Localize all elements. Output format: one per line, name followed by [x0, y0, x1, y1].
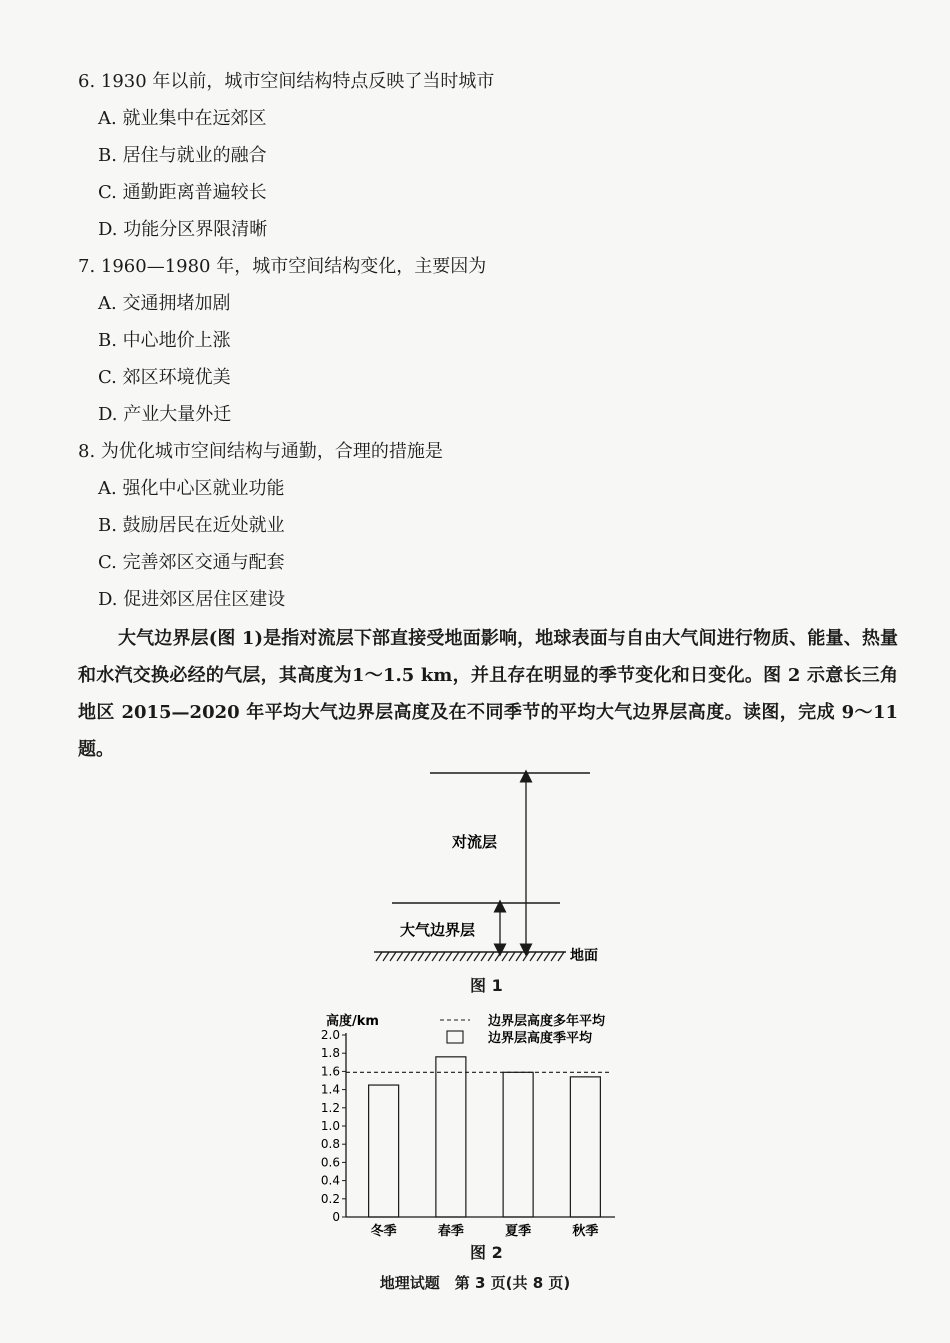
hatch-stroke — [544, 952, 550, 961]
question-8-option-d: D. 促进郊区居住区建设 — [98, 589, 286, 610]
bar-夏季 — [503, 1072, 533, 1217]
hatch-stroke — [425, 952, 431, 961]
hatch-stroke — [432, 952, 438, 961]
figure-2-bar-chart — [310, 1005, 650, 1240]
x-tick-label: 夏季 — [505, 1224, 532, 1239]
bar-春季 — [436, 1057, 466, 1217]
hatch-stroke — [376, 952, 382, 961]
legend-seasonal-swatch — [447, 1031, 463, 1043]
hatch-stroke — [481, 952, 487, 961]
question-7-stem: 7. 1960—1980 年，城市空间结构变化，主要因为 — [78, 256, 487, 277]
y-tick-label: 0 — [332, 1210, 340, 1224]
hatch-stroke — [453, 952, 459, 961]
y-tick-label: 2.0 — [320, 1028, 340, 1042]
y-axis-ticks — [321, 1028, 346, 1224]
x-axis-labels — [371, 1223, 599, 1239]
page-footer: 地理试题 第 3 页(共 8 页) — [379, 1274, 571, 1292]
hatch-stroke — [530, 952, 536, 961]
hatch-stroke — [558, 952, 564, 961]
bar-series — [369, 1057, 601, 1217]
y-tick-label: 1.8 — [320, 1046, 340, 1061]
question-6-option-d: D. 功能分区界限清晰 — [98, 219, 268, 240]
question-7-option-c: C. 郊区环境优美 — [98, 367, 231, 388]
y-axis-title: 高度/km — [326, 1014, 379, 1029]
question-8-option-a: A. 强化中心区就业功能 — [98, 478, 285, 499]
legend — [440, 1013, 606, 1046]
y-tick-label: 0.6 — [320, 1155, 340, 1170]
hatch-stroke — [516, 952, 522, 961]
y-tick-label: 1.0 — [320, 1119, 340, 1133]
troposphere-label: 对流层 — [452, 833, 498, 851]
hatch-stroke — [474, 952, 480, 961]
hatch-stroke — [439, 952, 445, 961]
figure-1-diagram — [360, 760, 620, 975]
hatch-stroke — [446, 952, 452, 961]
y-tick-label: 0.4 — [320, 1173, 340, 1188]
question-8-stem: 8. 为优化城市空间结构与通勤，合理的措施是 — [78, 441, 443, 462]
hatch-stroke — [537, 952, 543, 961]
hatch-stroke — [411, 952, 417, 961]
y-tick-label: 0.8 — [320, 1137, 340, 1152]
legend-seasonal-label: 边界层高度季平均 — [488, 1031, 593, 1046]
hatch-stroke — [509, 952, 515, 961]
hatch-stroke — [404, 952, 410, 961]
y-tick-label: 1.2 — [320, 1100, 340, 1115]
ground-hatching — [376, 952, 564, 961]
question-7-option-a: A. 交通拥堵加剧 — [98, 293, 231, 314]
question-6-stem: 6. 1930 年以前，城市空间结构特点反映了当时城市 — [78, 71, 495, 92]
hatch-stroke — [418, 952, 424, 961]
hatch-stroke — [383, 952, 389, 961]
question-6-option-b: B. 居住与就业的融合 — [98, 145, 267, 166]
figure-1-caption: 图 1 — [470, 976, 503, 995]
boundary-layer-label: 大气边界层 — [400, 921, 476, 939]
reading-passage: 大气边界层(图 1)是指对流层下部直接受地面影响，地球表面与自由大气间进行物质、能量、热量和水汽交换必经的气层，其高度为1～1.5 km，并且存在明显的季节变化和日变化。图 2 示意长三角地区 2015—2020 年平均大气边界层高度及在不同季节的平均大气边界层高度。读图，完成 9～11 题。 — [78, 628, 898, 760]
x-tick-label: 秋季 — [572, 1224, 599, 1239]
hatch-stroke — [551, 952, 557, 961]
question-8-option-b: B. 鼓励居民在近处就业 — [98, 515, 285, 536]
question-7-option-b: B. 中心地价上涨 — [98, 330, 231, 351]
legend-average-label: 边界层高度多年平均 — [488, 1014, 606, 1029]
question-6-option-a: A. 就业集中在远郊区 — [98, 108, 267, 129]
y-tick-label: 1.4 — [320, 1082, 340, 1097]
hatch-stroke — [495, 952, 501, 961]
bar-冬季 — [369, 1085, 399, 1217]
question-7-option-d: D. 产业大量外迁 — [98, 404, 232, 425]
hatch-stroke — [397, 952, 403, 961]
hatch-stroke — [467, 952, 473, 961]
bar-秋季 — [570, 1077, 600, 1217]
x-tick-label: 春季 — [437, 1224, 464, 1239]
hatch-stroke — [460, 952, 466, 961]
y-tick-label: 0.2 — [320, 1191, 340, 1206]
hatch-stroke — [502, 952, 508, 961]
question-list — [78, 63, 898, 618]
figure-2-caption: 图 2 — [470, 1243, 503, 1262]
question-6-option-c: C. 通勤距离普遍较长 — [98, 182, 267, 203]
question-8-option-c: C. 完善郊区交通与配套 — [98, 552, 285, 573]
ground-label: 地面 — [570, 948, 598, 964]
hatch-stroke — [523, 952, 529, 961]
x-tick-label: 冬季 — [370, 1224, 397, 1239]
hatch-stroke — [390, 952, 396, 961]
y-tick-label: 1.6 — [320, 1064, 340, 1079]
hatch-stroke — [488, 952, 494, 961]
